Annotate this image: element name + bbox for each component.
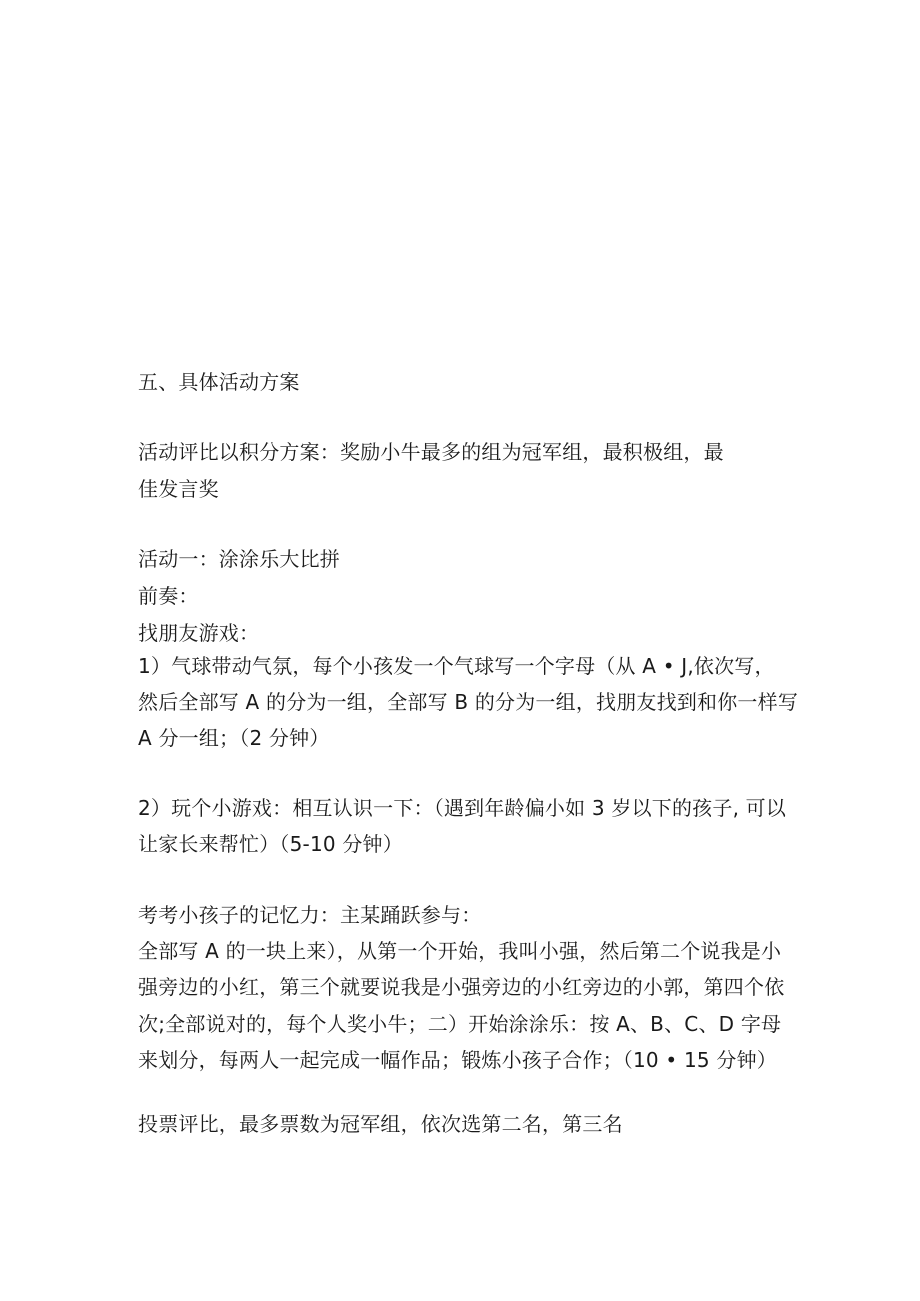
memory-line-4: 次;全部说对的，每个人奖小牛；二）开始涂涂乐：按 A、B、C、D 字母 [138,1012,782,1036]
scoring-line-2: 佳发言奖 [138,477,219,501]
step2-line-2: 让家长来帮忙）（5-10 分钟） [138,832,403,856]
memory-line-1: 考考小孩子的记忆力：主某踊跃参与： [138,903,482,927]
memory-line-3: 强旁边的小红，第三个就要说我是小强旁边的小红旁边的小郭，第四个依 [138,975,785,999]
step1-line-3: A 分一组；（2 分钟） [138,726,330,750]
memory-line-2: 全部写 A 的一块上来），从第一个开始，我叫小强，然后第二个说我是小 [138,939,782,963]
scoring-line-1: 活动评比以积分方案：奖励小牛最多的组为冠军组，最积极组，最 [138,440,724,464]
step1-line-2: 然后全部写 A 的分为一组，全部写 B 的分为一组，找朋友找到和你一样写 [138,690,799,714]
activity-title: 活动一：涂涂乐大比拼 [138,547,340,571]
voting-line: 投票评比，最多票数为冠军组，依次选第二名，第三名 [138,1112,623,1136]
section-heading: 五、具体活动方案 [138,370,300,394]
friend-game-label: 找朋友游戏： [138,621,260,645]
prelude-label: 前奏： [138,584,199,608]
step1-line-1: 1）气球带动气氛，每个小孩发一个气球写一个字母（从 A • J,依次写， [138,654,775,678]
step2-line-1: 2）玩个小游戏：相互认识一下：（遇到年龄偏小如 3 岁以下的孩子, 可以 [138,796,787,820]
memory-line-5: 来划分，每两人一起完成一幅作品；锻炼小孩子合作；（10 • 15 分钟） [138,1048,777,1072]
